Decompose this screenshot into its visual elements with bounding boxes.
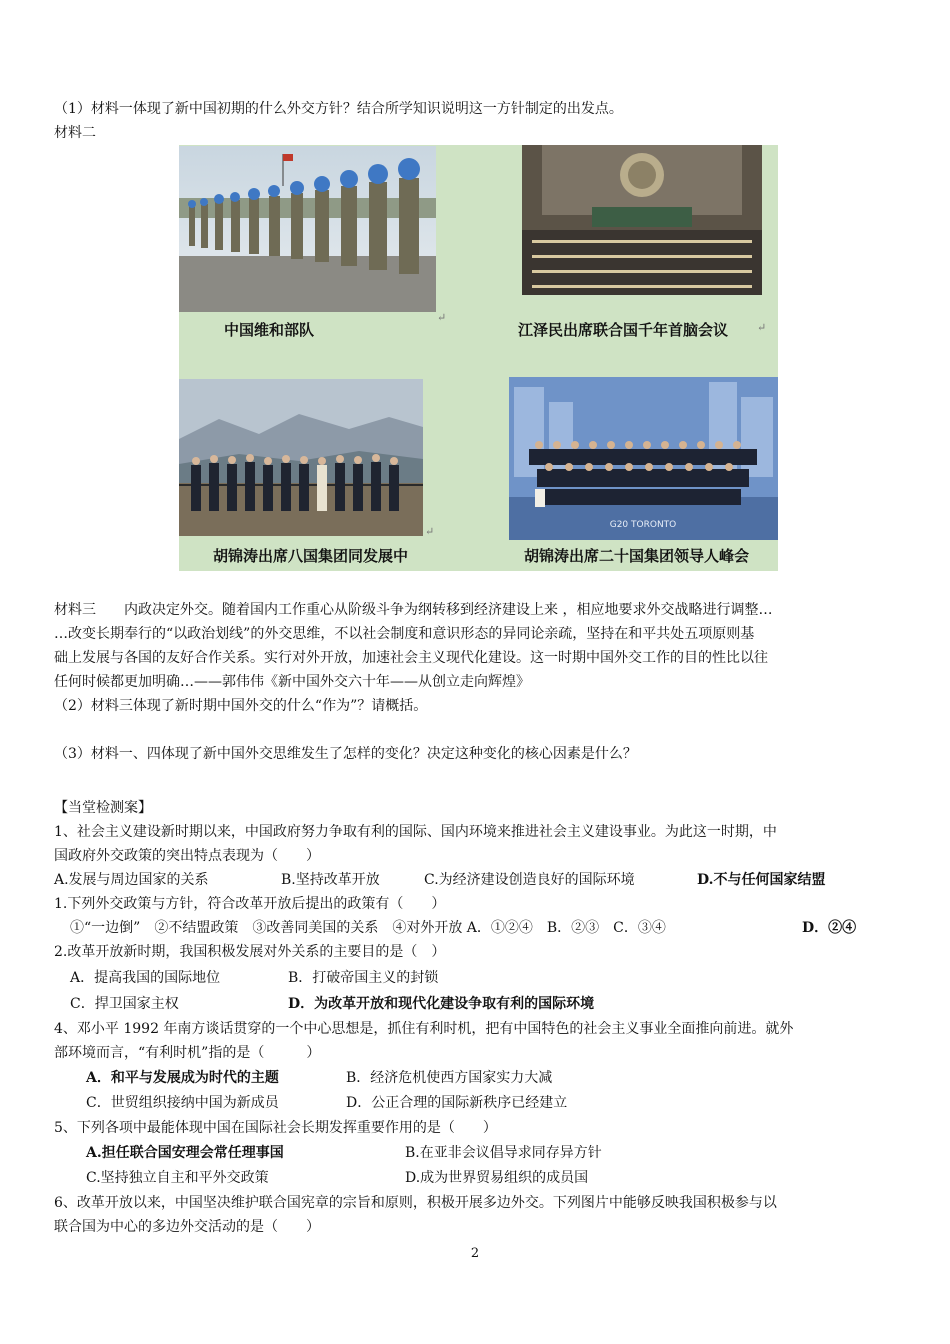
page-number: 2 — [470, 1246, 480, 1261]
g20-image — [509, 377, 778, 540]
section-title: 【当堂检测案】 — [54, 800, 152, 816]
material-3-line-3: 础上发展与各国的友好合作关系。实行对外开放，加速社会主义现代化建设。这一时期中国外交工作的目的性比以往 — [54, 650, 768, 666]
peacekeepers-image — [179, 146, 436, 312]
item-4-stem-cont: 部环境而言，“有利时机”指的是（ ） — [54, 1045, 321, 1061]
item-4-stem: 4、邓小平 1992 年南方谈话贯穿的一个中心思想是，抓住有利时机，把有中国特色的社会主义事业全面推向前进。就外 — [54, 1021, 794, 1037]
un-assembly-photo — [522, 145, 762, 295]
item-3-option-a: A．提高我国的国际地位 — [70, 970, 221, 986]
material-3-line-4: 任何时候都更加明确…——郭伟伟《新中国外交六十年——从创立走向辉煌》 — [54, 674, 530, 690]
item-2-options: ①“一边倒” ②不结盟政策 ③改善同美国的关系 ④对外开放 A．①②④ B．②③ C．③④ — [70, 920, 666, 936]
caption-g20: 胡锦涛出席二十国集团领导人峰会 — [524, 547, 750, 565]
caption-peacekeepers: 中国维和部队 — [224, 321, 315, 339]
question-3: （3）材料一、四体现了新中国外交思维发生了怎样的变化？决定这种变化的核心因素是什么？ — [54, 746, 637, 762]
item-2-option-d: D．②④ — [802, 920, 857, 936]
item-2-stem: 1.下列外交政策与方针，符合改革开放后提出的政策有（ ） — [54, 896, 446, 912]
item-5-option-d: D.成为世界贸易组织的成员国 — [405, 1170, 589, 1186]
item-1-option-b: B.坚持改革开放 — [281, 872, 380, 888]
material-2-photo-panel — [179, 145, 778, 571]
item-4-option-a: A．和平与发展成为时代的主题 — [86, 1070, 279, 1086]
g20-photo — [509, 377, 778, 540]
return-mark: ↵ — [437, 311, 447, 324]
item-3-option-d: D．为改革开放和现代化建设争取有利的国际环境 — [288, 996, 595, 1012]
item-6-stem-cont: 联合国为中心的多边外交活动的是（ ） — [54, 1219, 320, 1235]
item-1-option-c: C.为经济建设创造良好的国际环境 — [424, 872, 635, 888]
item-3-option-b: B．打破帝国主义的封锁 — [288, 970, 439, 986]
material-2-label: 材料二 — [54, 125, 96, 141]
un-assembly-image — [522, 145, 762, 295]
material-3-line-2: …改变长期奉行的“以政治划线”的外交思维，不以社会制度和意识形态的异同论亲疏，坚持在和平共处五项原则基 — [54, 626, 755, 642]
return-mark: ↵ — [425, 525, 435, 538]
g20-banner-text: G20 TORONTO — [609, 520, 677, 530]
caption-un-summit: 江泽民出席联合国千年首脑会议 — [518, 321, 729, 339]
item-1-option-d: D.不与任何国家结盟 — [697, 872, 826, 888]
caption-g8: 胡锦涛出席八国集团同发展中 — [213, 547, 409, 565]
item-1-stem-cont: 国政府外交政策的突出特点表现为（ ） — [54, 848, 320, 864]
item-5-option-c: C.坚持独立自主和平外交政策 — [86, 1170, 269, 1186]
g8-photo — [179, 379, 423, 536]
item-5-option-b: B.在亚非会议倡导求同存异方针 — [405, 1145, 602, 1161]
question-1: （1）材料一体现了新中国初期的什么外交方针？结合所学知识说明这一方针制定的出发点。 — [54, 101, 623, 117]
question-2: （2）材料三体现了新时期中国外交的什么“作为”？请概括。 — [54, 698, 428, 714]
peacekeepers-photo — [179, 146, 436, 312]
item-4-option-c: C．世贸组织接纳中国为新成员 — [86, 1095, 279, 1111]
item-6-stem: 6、改革开放以来，中国坚决维护联合国宪章的宗旨和原则，积极开展多边外交。下列图片中能够反映我国积极参与以 — [54, 1195, 777, 1211]
item-1-option-a: A.发展与周边国家的关系 — [54, 872, 209, 888]
g8-image — [179, 379, 423, 536]
item-5-option-a: A.担任联合国安理会常任理事国 — [86, 1145, 284, 1161]
item-3-stem: 2.改革开放新时期，我国积极发展对外关系的主要目的是（ ） — [54, 944, 446, 960]
return-mark: ↵ — [757, 321, 767, 334]
item-1-stem: 1、社会主义建设新时期以来，中国政府努力争取有利的国际、国内环境来推进社会主义建设事业。为此这一时期，中 — [54, 824, 777, 840]
item-4-option-b: B．经济危机使西方国家实力大减 — [346, 1070, 553, 1086]
material-3-line-1: 材料三 内政决定外交。随着国内工作重心从阶级斗争为纲转移到经济建设上来 ，相应地要求外交战略进行调整… — [54, 602, 773, 618]
item-4-option-d: D．公正合理的国际新秩序已经建立 — [346, 1095, 568, 1111]
item-3-option-c: C．捍卫国家主权 — [70, 996, 179, 1012]
item-5-stem: 5、下列各项中最能体现中国在国际社会长期发挥重要作用的是（ ） — [54, 1120, 497, 1136]
